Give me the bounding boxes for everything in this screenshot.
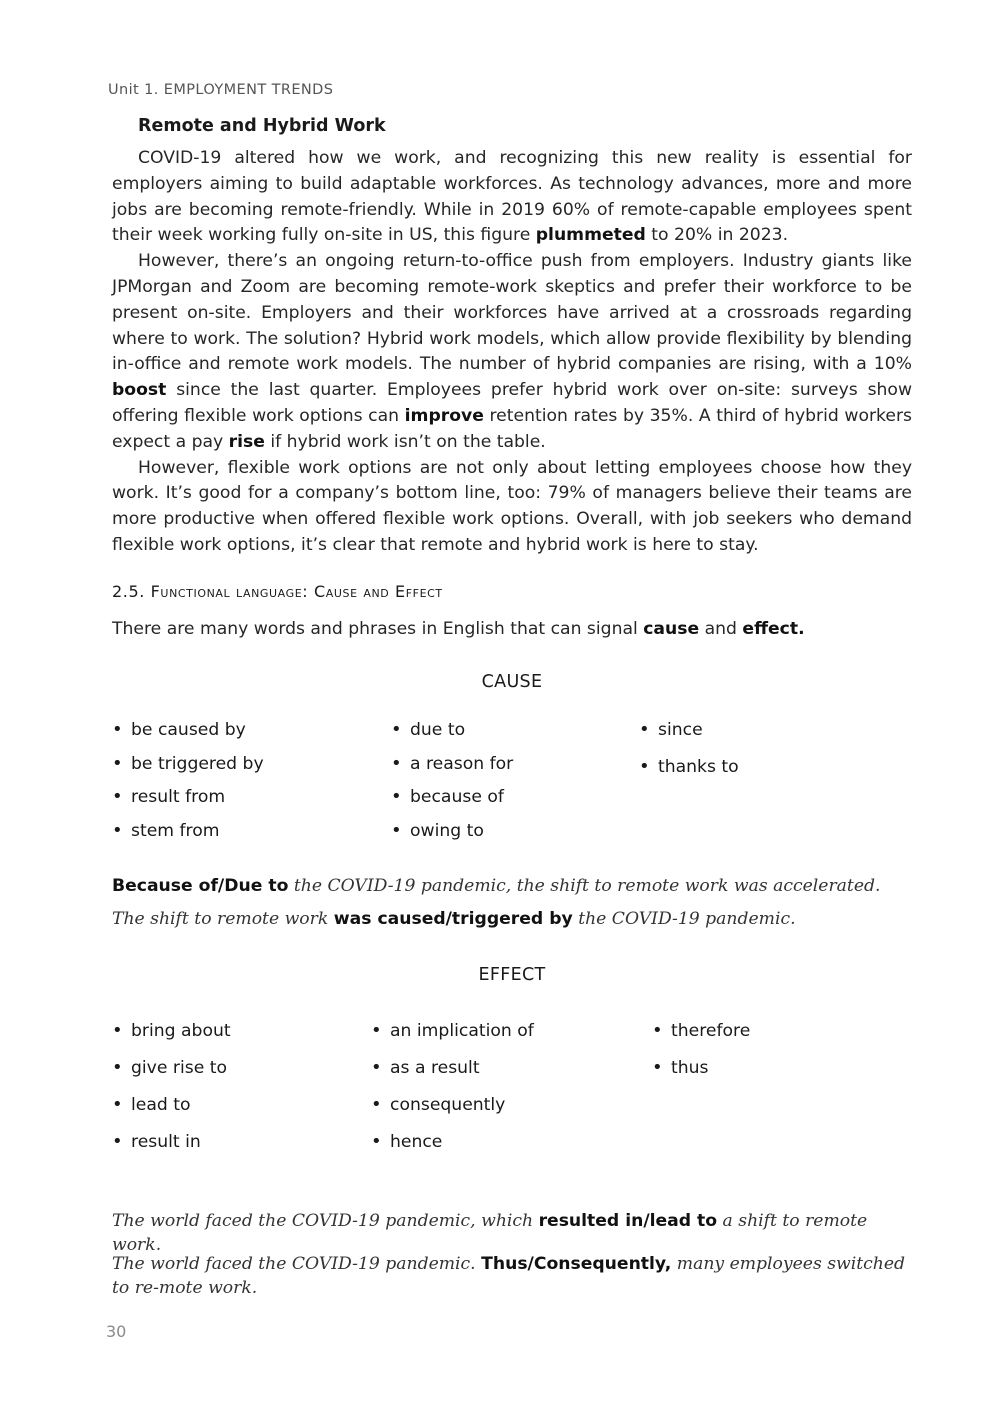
- cause-list-col-3: [639, 720, 739, 794]
- cause-example-2: [112, 907, 912, 931]
- list-item: • be caused by: [112, 720, 264, 754]
- section-title: Remote and Hybrid Work: [138, 116, 386, 136]
- text-run: However, flexible work options are not only about letting employees choose how they work. It’s good for a company’s bottom line, too: 79% of managers believe their teams are more productive when offered flexible work options. Overall, with job seekers who demand flexible work options, it’s clear that remote and hybrid work is here to stay.: [112, 457, 912, 555]
- text-run: There are many words and phrases in English that can signal: [112, 619, 644, 639]
- emphasis-term: effect.: [742, 619, 805, 639]
- example-phrase: many employees switched to re-mote work.: [112, 1254, 906, 1298]
- list-item: • an implication of: [371, 1021, 534, 1058]
- cause-heading: CAUSE: [481, 672, 543, 692]
- list-item: • owing to: [391, 821, 513, 855]
- list-item: • result from: [112, 787, 264, 821]
- paragraph: [112, 249, 912, 455]
- list-item: • as a result: [371, 1058, 534, 1095]
- list-item: • thanks to: [639, 757, 739, 794]
- effect-list-col-1: [112, 1021, 231, 1169]
- list-item: • lead to: [112, 1095, 231, 1132]
- emphasis-term: resulted in/lead to: [538, 1211, 718, 1231]
- effect-list-col-3: [652, 1021, 750, 1095]
- list-item: • thus: [652, 1058, 750, 1095]
- effect-example-1: [112, 1209, 912, 1257]
- example-phrase: The world faced the COVID-19 pandemic, which: [112, 1211, 534, 1231]
- example-phrase: the COVID-19 pandemic, the shift to remote work was accelerated.: [293, 876, 881, 896]
- list-item: • because of: [391, 787, 513, 821]
- cause-example-1: [112, 874, 912, 898]
- list-item: • since: [639, 720, 739, 757]
- text-run: if hybrid work isn’t on the table.: [264, 431, 546, 452]
- list-item: • bring about: [112, 1021, 231, 1058]
- example-phrase: a shift to remote work.: [112, 1211, 868, 1255]
- emphasis-term: Thus/Consequently,: [481, 1254, 672, 1274]
- text-run: and: [699, 619, 743, 639]
- text-run: COVID-19 altered how we work, and recognizing this new reality is essential for employers aiming to build adaptable workforces. As technology advances, more and more jobs are becoming remote-friendly. While in 2019 60% of remote-capable employees spent their week working fully on-site in US, this figure: [112, 148, 912, 246]
- list-item: • stem from: [112, 821, 264, 855]
- emphasis-term: rise: [228, 431, 265, 452]
- example-phrase: The world faced the COVID-19 pandemic.: [112, 1254, 476, 1274]
- running-head: Unit 1. EMPLOYMENT TRENDS: [108, 82, 334, 98]
- text-run: retention rates by 35%. A third of hybrid workers expect a pay: [112, 405, 912, 452]
- list-item: • a reason for: [391, 754, 513, 788]
- list-item: • consequently: [371, 1095, 534, 1132]
- list-item: • result in: [112, 1132, 231, 1169]
- emphasis-term: plummeted: [535, 225, 646, 246]
- paragraph: [112, 146, 912, 249]
- emphasis-term: boost: [112, 380, 167, 401]
- subheading-functional-language: 2.5. Functional language: Cause and Effect: [112, 582, 443, 601]
- list-item: • give rise to: [112, 1058, 231, 1095]
- emphasis-term: was caused/triggered by: [333, 909, 573, 929]
- effect-heading: EFFECT: [478, 965, 546, 985]
- effect-list-col-2: [371, 1021, 534, 1169]
- text-run: since the last quarter. Employees prefer hybrid work over on-site: surveys show offering flexible work options can: [112, 380, 912, 426]
- list-item: • hence: [371, 1132, 534, 1169]
- page-number: 30: [106, 1322, 127, 1341]
- emphasis-term: improve: [404, 405, 484, 426]
- reading-text: [112, 146, 912, 559]
- paragraph: [112, 456, 912, 559]
- example-phrase: the COVID-19 pandemic.: [578, 909, 796, 929]
- intro-sentence: [112, 619, 805, 639]
- cause-list-col-2: [391, 720, 513, 854]
- list-item: • due to: [391, 720, 513, 754]
- emphasis-term: Because of/Due to: [112, 876, 289, 896]
- text-run: to 20% in 2023.: [645, 225, 789, 246]
- emphasis-term: cause: [643, 619, 700, 639]
- list-item: • be triggered by: [112, 754, 264, 788]
- text-run: However, there’s an ongoing return-to-office push from employers. Industry giants like JPMorgan and Zoom are becoming remote-work skeptics and prefer their workforce to be present on-site. Employers and their workforces have arrived at a crossroads regarding where to work. The solution? Hybrid work models, which allow provide flexibility by blending in-office and remote work models. The number of hybrid companies are rising, with a 10%: [112, 251, 912, 375]
- list-item: • therefore: [652, 1021, 750, 1058]
- cause-list-col-1: [112, 720, 264, 854]
- example-phrase: The shift to remote work: [112, 909, 329, 929]
- effect-example-2: [112, 1252, 912, 1300]
